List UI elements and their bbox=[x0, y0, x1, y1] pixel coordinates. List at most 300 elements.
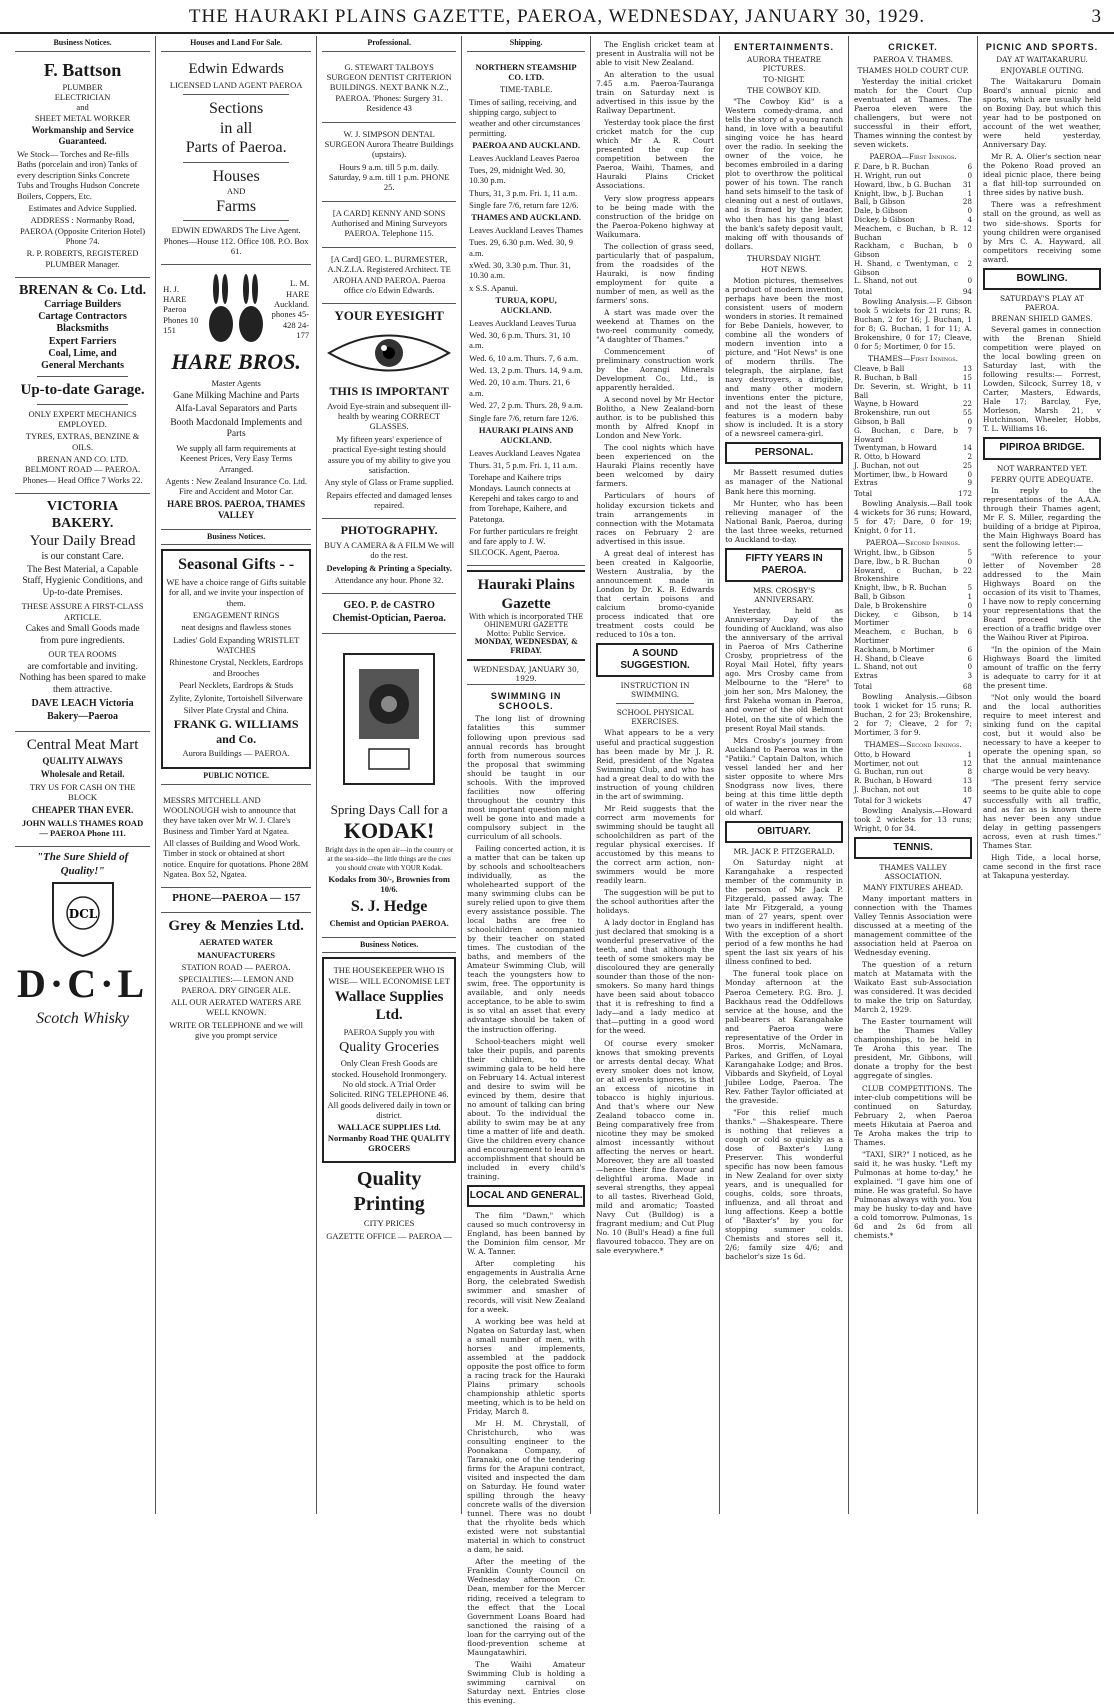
swimming-article bbox=[467, 714, 585, 1181]
runs: 0 bbox=[967, 469, 973, 479]
bakery-name: VICTORIA BAKERY. bbox=[46, 499, 119, 532]
pa-row: Tues, 29, midnight Wed. 30, 10.30 p.m. bbox=[469, 164, 566, 186]
tk-row: Wed. 13, 2 p.m. Thurs. 14, 9 a.m. bbox=[469, 365, 583, 376]
runs: 4 bbox=[967, 215, 973, 224]
p-first: PAEROA—First Innings. bbox=[869, 152, 957, 162]
paragraph: The cool nights which have been experienced on the Hauraki Plains recently have been welcomed by dairy farmers. bbox=[596, 443, 715, 489]
batsman: Wright, lbw., b Gibson bbox=[854, 548, 935, 558]
paragraph: "With reference to your letter of November 28 addressed to the Main Highways Board on the occasion of its visit to Thames, I have now to reply concerning your representations that the Board proceed with the erection of a traffic bridge over the Waihou River at Pipiroa. bbox=[983, 551, 1101, 643]
paragraph: The film "Dawn," which caused so much controversy in England, has been banned by the Dominion film censor, Mr W. A. Tanner. bbox=[467, 1211, 586, 1257]
runs: 14 bbox=[962, 443, 973, 453]
sections: Sections bbox=[209, 100, 264, 118]
photo-attend: Attendance any hour. Phone 32. bbox=[334, 575, 444, 586]
paragraph: Mr R. A. Olier's section near the Pokeno Road proved an ideal picnic place, there being a flat hill-top surrounded on three sides by native bush. bbox=[983, 152, 1101, 198]
fifty-years-headline: FIFTY YEARS IN PAEROA. bbox=[725, 548, 843, 582]
brenan-trade-3: Blacksmiths bbox=[56, 323, 109, 335]
batsman: Meachem, c Buchan, b Mortimer bbox=[854, 627, 959, 645]
runs: 0 bbox=[967, 206, 973, 216]
column-header: Professional. bbox=[322, 36, 456, 52]
ha-row: Thurs. 31, 5 p.m. Fri. 1, 11 a.m. bbox=[469, 459, 578, 470]
batsman: J. Buchan, not out bbox=[854, 460, 919, 470]
runs: 13 bbox=[962, 776, 973, 786]
column-6 bbox=[720, 36, 849, 1514]
kenny-ad bbox=[322, 202, 456, 248]
paragraph: Yesterday took place the first cricket match for the cup which Mr A. R. Court presented the cup for competition between the Paeroa, Waihi, Thames, and Hauraki Plains Cricket Associations. bbox=[596, 118, 715, 191]
tk-row: Single fare 7/6, return fare 12/6. bbox=[469, 412, 579, 423]
score-row bbox=[854, 225, 972, 243]
runs: 13 bbox=[962, 364, 973, 374]
masthead-title: THE HAURAKI PLAINS GAZETTE, PAEROA, WEDNESDAY, JANUARY 30, 1929. bbox=[188, 6, 926, 27]
scorecard bbox=[854, 163, 972, 286]
tk-row: Wed. 6, 10 a.m. Thurs. 7, 6 a.m. bbox=[469, 352, 579, 363]
runs: 15 bbox=[962, 373, 973, 383]
shield-icon bbox=[48, 878, 118, 958]
brenan-ad bbox=[15, 278, 150, 494]
paragraph: Mrs Crosby's journey from Auckland to Paeroa was in the "Patiki." Captain Dalton, which vessel landed her and her sister opposite to where Mrs Snodgrass now lives, there being at this time little depth of water in the river near the old wharf. bbox=[725, 735, 844, 817]
kodak: KODAK! bbox=[343, 817, 435, 843]
batsman: Brokenshire, run out bbox=[854, 408, 931, 418]
paragraph: Failing concerted action, it is a matter that can be taken up by schools and schoolteachers individually, as the wholehearted support of the many swimming clubs can be surely relied upon to give them every assistance possible. The local baths are free to schoolchildren accompanied by their teacher on stated times. The custodian of the baths, and members of the Amateur Swimming Club, will teach the youngsters how to swim, free. The opportunity is available, and only needs acceptance, to be able to swim is so vital an asset that every advantage should be taken of the instruction offering. bbox=[467, 843, 586, 1034]
eye-repairs: Repairs effected and damaged lenses repaired. bbox=[326, 489, 452, 510]
batsman: G. Buchan, c Dare, b Howard bbox=[854, 425, 959, 444]
wallace-paeroa: PAEROA Supply you with bbox=[343, 1026, 435, 1037]
phone-ad bbox=[161, 888, 311, 912]
scorecard bbox=[854, 365, 972, 488]
ta-row: x S.S. Apanui. bbox=[469, 282, 519, 293]
runs: 0 bbox=[967, 171, 973, 181]
paragraph: Yesterday the initial cricket match for the Court Cup eventuated at Thames. The Paeroa eleven were the challengers, but were not successful in their effort, Thames winning the contest by seven wickets. bbox=[854, 77, 973, 150]
business-header: Business Notices. bbox=[322, 938, 456, 954]
kenny: [A CARD] KENNY AND SONS Authorised and Mining Surveyors PAEROA. Telephone 115. bbox=[331, 207, 448, 239]
runs: 5 bbox=[967, 548, 973, 558]
williams-addr: Aurora Buildings — PAEROA. bbox=[182, 748, 290, 759]
edwards-role: LICENSED LAND AGENT PAEROA bbox=[169, 80, 303, 91]
column-header: Shipping. bbox=[467, 36, 585, 52]
runs: 7 bbox=[967, 425, 973, 435]
wallace: Wallace Supplies Ltd. bbox=[334, 989, 444, 1024]
tk-row: Wed. 20, 10 a.m. Thurs. 21, 6 a.m. bbox=[469, 377, 570, 398]
obituary-headline: OBITUARY. bbox=[725, 821, 843, 843]
thames-auckland: THAMES AND AUCKLAND. bbox=[471, 212, 582, 223]
page-number: 3 bbox=[1091, 6, 1102, 27]
shield-slogan: "The Sure Shield of Quality!" bbox=[36, 851, 129, 877]
hotnews: HOT NEWS. bbox=[760, 264, 808, 274]
camera-icon bbox=[334, 644, 444, 794]
hare-footer: HARE BROS. PAEROA, THAMES VALLEY bbox=[167, 498, 306, 520]
bakery-comfort: are comfortable and inviting. Nothing has been spared to make them attractive. bbox=[19, 661, 146, 695]
houses: Houses bbox=[212, 167, 260, 185]
score-row bbox=[854, 242, 972, 260]
kodak-small: Bright days in the open air—in the country or at the sea-side—the little things are the cues you should create with YOUR Kodak. bbox=[325, 846, 454, 872]
eye-body2: My fifteen years' experience of practical Eye-sight testing should assure you of my ability to give you satisfaction. bbox=[327, 433, 451, 475]
runs: 28 bbox=[962, 197, 973, 207]
important: THIS IS IMPORTANT bbox=[329, 384, 449, 399]
hare-left: H. J. HARE Paeroa Phones 10 151 bbox=[163, 283, 199, 335]
paragraph: Bowling Analysis.—F. Gibson took 5 wickets for 21 runs; R. Buchan, 2 for 16; J. Buchan, 1 for 8; G. Buchan, 1 for 11; A. Brokenshire, 0 for 17; Cleave, 0 for 5; Mortimer, 0 for 15. bbox=[854, 297, 973, 352]
batsman: L. Shand, not out bbox=[854, 662, 918, 672]
paragraph: The long list of drowning fatalities this summer following upon previous sad annual records has brought forth from numerous sources the proposal that swimming should be taught in our schools. With the improved facilities now offering throughout the country this most important question might well be gone into and made a compulsory subject in the curriculum of all schools. bbox=[467, 714, 586, 841]
eyesight-ad bbox=[322, 304, 456, 519]
burmester: [A Card] GEO. L. BURMESTER, A.N.Z.I.A. Registered Architect. TE AROHA AND PAEROA. Paeroa office c/o Edwin Edwards. bbox=[327, 253, 451, 295]
and: AND bbox=[226, 186, 246, 197]
central-meat-ad bbox=[15, 732, 150, 848]
hare-right: L. M. HARE Auckland. phones 45-428 24-177 bbox=[271, 278, 310, 341]
p-second: PAEROA—Second Innings. bbox=[865, 538, 961, 548]
hare-name: HARE BROS. bbox=[171, 349, 301, 375]
paragraph: "TAXI, SIR?" I noticed, as he said it, he was husky. "Left my Pulmonas at home to-day," he explained. "I gave him one of mine. He was grateful. So have Pulmonas always with you. You may be husky to-day and have a cold tomorrow. Pulmonas, 1s 6d and 2s 6d from all chemists.* bbox=[854, 1149, 973, 1240]
local-article bbox=[467, 1211, 585, 1705]
simpson-hours: Hours 9 a.m. till 5 p.m. daily. Saturday, 9 a.m. till 1 p.m. PHONE 25. bbox=[328, 161, 450, 193]
public-notice-header: PUBLIC NOTICE. bbox=[161, 769, 311, 785]
runs: 22 bbox=[962, 565, 973, 575]
column-1 bbox=[10, 36, 156, 1514]
batsman: Extras bbox=[854, 478, 878, 488]
waitakaruru: DAY AT WAITAKARURU. bbox=[996, 54, 1088, 64]
hare-gane: Gane Milking Machine and Parts bbox=[173, 390, 300, 401]
battson-name: F. Battson bbox=[43, 59, 122, 80]
kodak-ad bbox=[322, 634, 456, 938]
sound-article bbox=[596, 728, 714, 1255]
talboys-ad bbox=[322, 56, 456, 123]
paragraph: Mr Hunter, who has been relieving manager of the National Bank, Paeroa, during the last three weeks, returned to Auckland to-day. bbox=[725, 498, 844, 544]
batsman: L. Shand, not out bbox=[854, 276, 918, 286]
tk-row: Wed. 27, 2 p.m. Thurs. 28, 9 a.m. bbox=[469, 400, 583, 411]
farms: Farms bbox=[216, 197, 257, 215]
seasonal-item-3: Ladies' Gold Expanding WRISTLET WATCHES bbox=[173, 634, 300, 656]
bakery-cakes: Cakes and Small Goods made from pure ingredients. bbox=[25, 624, 140, 646]
grey-station: STATION ROAD — PAEROA. bbox=[181, 961, 291, 972]
battson-stock: We Stock— Torches and Re-fills Baths (porcelain and iron) Tanks of every description Sinks Concrete Tubs and Troughs Hudson Concrete Boilers, Coppers, Etc. bbox=[17, 149, 140, 201]
pa-row: Single fare 7/6, return fare 12/6. bbox=[469, 200, 579, 211]
runs: 9 bbox=[967, 478, 973, 488]
paragraph: "In the opinion of the Main Highways Board the limited amount of traffic on the ferry is adequate to carry for it at the present time. bbox=[983, 645, 1101, 691]
eye-icon bbox=[324, 328, 454, 378]
mechanics: ONLY EXPERT MECHANICS EMPLOYED. bbox=[28, 408, 137, 429]
ta-row: Tues. 29, 6.30 p.m. Wed. 30, 9 a.m. bbox=[469, 237, 574, 258]
bakery-bread: Your Daily Bread bbox=[29, 533, 136, 550]
pa-row: Leaves Auckland Leaves Paeroa bbox=[469, 152, 580, 163]
garage: Up-to-date Garage. bbox=[20, 382, 145, 399]
paragraph: "The Cowboy Kid" is a Western comedy-drama, and tells the story of a young ranch hand, in love with a beautiful singing voice he has heard over the radio. In seeking the owner of the voice, he becomes embroiled in a daring plot to overthrow the political power of his town. The ranch hand sets himself to the task of cleaning out a nest of outlaws, and is framed by the leader, who then has his gang blast the bank's safety deposit vault, making off with thousands of dollars. bbox=[725, 97, 844, 251]
quality-groceries: Quality Groceries bbox=[339, 1040, 440, 1056]
batsman: Twentyman, b Howard bbox=[854, 443, 937, 453]
column-5 bbox=[591, 36, 720, 1514]
batsman: Rackham, c Buchan, b Gibson bbox=[854, 241, 959, 260]
batsman: R. Buchan, b Howard bbox=[854, 776, 933, 786]
grey-name: Grey & Menzies Ltd. bbox=[168, 917, 304, 934]
batsman: Howard, lbw., b G. Buchan bbox=[854, 179, 952, 189]
score-row bbox=[854, 611, 972, 629]
northern: NORTHERN STEAMSHIP CO. LTD. bbox=[475, 61, 577, 83]
meat-name: Central Meat Mart bbox=[26, 736, 139, 753]
bakery-care: is our constant Care. bbox=[41, 550, 124, 562]
runs: 22 bbox=[962, 399, 973, 409]
column-7 bbox=[849, 36, 978, 1514]
paragraph: The Waihi Amateur Swimming Club is holding a swimming carnival on Saturday next. Entries close this evening. bbox=[467, 1659, 586, 1705]
paragraph: School-teachers might well take their pupils, and parents their children, to the swimming gala to be held here on February 14. Actual interest and desire to swim will be evinced by them, desire that no amount of talking can bring about. To the individual the ability to swim may be at any time a matter of life and death. Give the children every chance and encouragement to learn an accomplishment that should be included in every child's training. bbox=[467, 1036, 586, 1182]
seasonal-item-4: Rhinestone Crystal, Necklets, Eardrops and Brooches bbox=[169, 657, 304, 678]
batsman: J. Buchan, not out bbox=[854, 784, 919, 794]
batsman: Mortimer, not out bbox=[854, 758, 919, 768]
runs: 5 bbox=[967, 583, 973, 593]
batsman: F. Dare, b R. Buchan bbox=[854, 162, 930, 172]
wallace-ad bbox=[322, 957, 456, 1163]
t-first: THAMES—First Innings. bbox=[868, 354, 958, 364]
brenan-trade-6: General Merchants bbox=[41, 360, 124, 372]
score-row bbox=[854, 628, 972, 646]
brenan-trade-5: Coal, Lime, and bbox=[48, 347, 117, 359]
runs: 1 bbox=[967, 749, 973, 759]
tva: THAMES VALLEY ASSOCIATION. bbox=[879, 862, 947, 881]
seasonal-item-2: neat designs and flawless stones bbox=[181, 622, 291, 633]
runs: 0 bbox=[967, 662, 973, 672]
paragraph: Bowling Analysis.—Gibson took 1 wicket for 15 runs; R. Buchan, 2 for 23; Brokenshire, 2 for 7; Cleave, 2 for 7; Mortimer, 3 for 9. bbox=[854, 691, 973, 737]
photo-title: PHOTOGRAPHY. bbox=[340, 523, 438, 538]
burmester-ad bbox=[322, 248, 456, 304]
seasonal-title: Seasonal Gifts - - bbox=[178, 556, 295, 574]
edwards-ad bbox=[161, 56, 311, 266]
swimming-headline: SWIMMING IN SCHOOLS. bbox=[490, 690, 562, 712]
batsman: Dare, lbw., b R. Buchan bbox=[854, 556, 940, 566]
paragraph: Motion pictures, themselves a product of modern invention, perhaps have been the most consistent users of modern wonders in stories. It remained for Bebe Daniels, however, to combine all the wonders of modern invention into a picture, and "Hot News" is one of modern thrills. The telegraph, the airplane, fast navy destroyers, a dirigible, and many other modern inventions enter the picture, and not the least of these features is a modern baby show is included. It is a story of a newsreel camera-girl. bbox=[725, 275, 844, 439]
photography-ad bbox=[322, 519, 456, 594]
williams-name: FRANK G. WILLIAMS and Co. bbox=[173, 717, 299, 746]
fixtures: MANY FIXTURES AHEAD. bbox=[863, 882, 964, 892]
seasonal-item-7: Silver Plate Crystal and China. bbox=[183, 704, 289, 715]
batsman: Knight, lbw., b R. Buchan bbox=[854, 583, 947, 593]
hare-booth: Booth Macdonald Implements and Parts bbox=[170, 417, 302, 440]
score-row bbox=[854, 479, 972, 488]
column-header: Business Notices. bbox=[15, 36, 150, 52]
paragraph: Mr Bassett resumed duties as manager of the National Bank here this morning. bbox=[725, 468, 844, 496]
score-row bbox=[854, 260, 972, 278]
paragraph: There was a refreshment stall on the ground, as well as two side-shows. Sports for young children were organised by Mrs C. A. Hayward, all competitors receiving some award. bbox=[983, 200, 1101, 264]
in-all: in all bbox=[219, 119, 253, 137]
batsman: Extras bbox=[854, 671, 878, 681]
brenan-trade-1: Carriage Builders bbox=[44, 299, 122, 311]
score-row bbox=[854, 383, 972, 401]
bowl-brenan: BRENAN SHIELD GAMES. bbox=[991, 313, 1093, 323]
runs: 0 bbox=[967, 556, 973, 566]
grey-manu: MANUFACTURERS bbox=[197, 949, 276, 960]
gazette-date: WEDNESDAY, JANUARY 30, 1929. bbox=[467, 665, 585, 684]
paragraph: What appears to be a very useful and practical suggestion has been made by Mr J. R. Reid, president of the Ngatea Swimming Club, and who has had a great deal to do with the instruction of young children in the art of swimming. bbox=[596, 728, 715, 801]
city-prices: CITY PRICES bbox=[363, 1218, 415, 1229]
parts: Parts of Paeroa. bbox=[185, 139, 287, 157]
bowling-headline: BOWLING. bbox=[983, 268, 1101, 290]
ta-row: Leaves Auckland Leaves Thames bbox=[469, 224, 583, 235]
bowl-saturday: SATURDAY'S PLAY AT PAEROA. bbox=[999, 293, 1084, 312]
pa-row: Thurs, 31, 3 p.m. Fri. 1, 11 a.m. bbox=[469, 187, 578, 198]
runs: 55 bbox=[962, 408, 973, 418]
meat-cheaper: CHEAPER THAN EVER. bbox=[31, 804, 134, 815]
paragraph: In reply to the representations of the A.A.A. through their Thames agent, Mr F. S. Miller, regarding the building of a bridge at Pipiroa, the Main Highways Board has sent the following letter:— bbox=[983, 485, 1101, 549]
paragraph: After the meeting of the Franklin County Council on Wednesday afternoon Cr. Dean, member for the Mercer riding, received a telegram to the effect that the Local Government Loans Board had sanctioned the raising of a loan for the carrying out of the flood-prevention scheme at Maungatawhiri. bbox=[467, 1557, 586, 1657]
bakery-assure: THESE ASSURE A FIRST-CLASS ARTICLE. bbox=[21, 601, 144, 622]
runs: 2 bbox=[967, 258, 973, 268]
battson-tagline: Workmanship and Service Guaranteed. bbox=[31, 125, 134, 147]
score-row bbox=[854, 277, 972, 286]
grey-menzies-ad bbox=[161, 913, 311, 1049]
edwards-name: Edwin Edwards bbox=[188, 60, 284, 77]
paragraph: On Saturday night at Karangahake a respected member of the community in the person of Mr Jack P. Fitzgerald, passed away. The late Mr Fitzgerald, a young man of 27 years, spent over two years in indifferent health. With the exception of a short period of a few months he had spent the last six years of his illness confined to bed. bbox=[725, 858, 844, 967]
batsman: Dickey, b Gibson bbox=[854, 215, 915, 224]
batsman: G. Buchan, run out bbox=[854, 767, 923, 777]
meat-try: TRY US FOR CASH ON THE BLOCK bbox=[29, 782, 136, 803]
battson-trade-2: ELECTRICIAN bbox=[54, 92, 111, 103]
wallace-footer: WALLACE SUPPLIES Ltd. Normanby Road THE QUALITY GROCERS bbox=[327, 1122, 451, 1154]
runs: 14 bbox=[962, 609, 973, 619]
score-total: Total 172 bbox=[854, 489, 973, 499]
simpson: W. J. SIMPSON DENTAL SURGEON Aurora Theatre Buildings (upstairs). bbox=[324, 128, 454, 160]
t-second: THAMES—Second Innings. bbox=[864, 739, 962, 749]
times-note: Times of sailing, receiving, and shipping cargo, subject to weather and other circumstances permitting. bbox=[469, 96, 581, 138]
score-row bbox=[854, 786, 972, 795]
sound-sub: INSTRUCTION IN SWIMMING. bbox=[620, 681, 690, 700]
castro-ad bbox=[322, 594, 456, 633]
paragraph: Many important matters in connection with the Thames Valley Tennis Association were discussed at a meeting of the management committee of the association held at Paeroa on Wednesday evening. bbox=[854, 893, 973, 958]
runs: 0 bbox=[967, 416, 973, 426]
local-article-continued bbox=[596, 40, 714, 639]
batsman: Dr. Severin, st. Wright, b Ball bbox=[854, 381, 959, 400]
paragraph: A great deal of interest has been created in Kalgoorlie, Western Australia, by the announcement made in London by Dr. K. B. Edwards that certain poisons and calcium bromo-cyanide process indicated that ore treatment costs could be reduced to 10s a ton. bbox=[596, 548, 715, 639]
shipping-ad bbox=[467, 56, 585, 566]
gazette-title: Hauraki Plains Gazette bbox=[477, 577, 575, 612]
batsman: Mortimer, lbw., b Howard bbox=[854, 469, 948, 479]
runs: 12 bbox=[962, 223, 973, 233]
batsman: Cleave, b Ball bbox=[854, 364, 905, 374]
eye-body3: Any style of Glass or Frame supplied. bbox=[324, 477, 454, 488]
gazette-motto: Motto: Public Service. bbox=[486, 629, 566, 638]
housekeeper: THE HOUSEKEEPER WHO IS WISE— WILL ECONOMISE LET bbox=[328, 965, 450, 986]
mitchell-ad bbox=[161, 789, 311, 889]
batsman: H. Wright, run out bbox=[854, 171, 922, 181]
mitchell-body: All classes of Building and Wood Work. Timber in stock or obtained at short notice. Enquire for quotations. Phone 28M Ngatea. Box 52, Ngatea. bbox=[163, 838, 309, 880]
battson-trade-3: and bbox=[76, 102, 89, 113]
score-row bbox=[854, 427, 972, 445]
paragraph: Mr Reid suggests that the correct arm movements for swimming should be taught all schoolchildren as part of the regular physical exercises. If accustomed by this means to the correct arm action, non-swimmers would be more readily learn. bbox=[596, 803, 715, 885]
hedge: S. J. Hedge bbox=[350, 897, 428, 915]
school-exercises: SCHOOL PHYSICAL EXERCISES. bbox=[616, 708, 694, 727]
photo-dev: Developing & Printing a Specialty. bbox=[326, 562, 452, 573]
brenan-trade-2: Cartage Contractors bbox=[38, 311, 127, 323]
thursday: THURSDAY NIGHT. bbox=[746, 253, 822, 263]
paragraph: The English cricket team at present in Australia will not be able to visit New Zealand. bbox=[596, 40, 715, 68]
not-warranted: NOT WARRANTED YET. bbox=[996, 463, 1088, 473]
gazette-sub: With which is incorporated THE OHINEMURI GAZETTE bbox=[468, 612, 584, 630]
bakery-owner: DAVE LEACH Victoria Bakery—Paeroa bbox=[31, 698, 134, 722]
meat-quality: QUALITY ALWAYS bbox=[42, 756, 123, 767]
runs: 3 bbox=[967, 671, 973, 681]
batsman: R. Otto, b Howard bbox=[854, 452, 921, 462]
hare-agents: Master Agents bbox=[211, 378, 261, 389]
scorecard bbox=[854, 751, 972, 795]
rabbit-icon bbox=[201, 269, 271, 349]
eye-body: Avoid Eye-strain and subsequent ill-health by wearing CORRECT GLASSES. bbox=[327, 400, 452, 432]
paragraph: Of course every smoker knows that smoking prevents or arrests dental decay. What every smoker does not know, or at all events ignores, is that an excess of nicotine in tobacco is highly injurious. And that's where our New Zealand tobacco come in. Being comparatively free from nicotine they may be smoked almost incessantly without affecting the nerves or heart. Moreover, they are all toasted—hence their fine flavour and delightful aroma. Made in several strengths, they appeal to all tastes. Riverhead Gold, mild and aromatic; Toasted Navy Cut (Bulldog) is a fragrant medium; and Cut Plug No. 10 (Bull's Head) a fine full flavoured tobacco. They are on sale everywhere.* bbox=[596, 1038, 715, 1256]
dcl-whisky-ad bbox=[15, 847, 150, 1034]
crosby: MRS. CROSBY'S ANNIVERSARY. bbox=[752, 586, 816, 605]
further: For further particulars re freight and fare apply to J. W. SILCOCK. Agent, Paeroa. bbox=[469, 526, 578, 557]
meat-wholesale: Wholesale and Retail. bbox=[40, 769, 125, 780]
brenan-address: BRENAN AND CO. LTD. BELMONT ROAD — PAEROA. Phones— Head Office 7 Works 22. bbox=[22, 453, 143, 485]
grey-spec: SPECIALTIES:— LEMON AND PAEROA. DRY GINGER ALE. bbox=[178, 974, 294, 995]
brenan-trade-4: Expert Farriers bbox=[48, 335, 117, 347]
bakery-tearooms: OUR TEA ROOMS bbox=[48, 649, 117, 660]
entertainments-headline: ENTERTAINMENTS. bbox=[734, 42, 834, 52]
column-header: Houses and Land For Sale. bbox=[161, 36, 311, 52]
tk-row: Leaves Auckland Leaves Turua bbox=[469, 317, 577, 328]
paragraph: The question of a return match at Matamata with the Waikato East sub-Association was considered. It was decided to make the trip on Saturday, March 2, 1929. bbox=[854, 960, 973, 1015]
enjoyable: ENJOYABLE OUTING. bbox=[1000, 66, 1084, 75]
phone-line: PHONE—PAEROA — 157 bbox=[172, 892, 301, 905]
kodak-days: Spring Days Call for a bbox=[330, 801, 448, 817]
scorecard bbox=[854, 549, 972, 681]
batsman: H. Shand, c Twentyman, c Gibson bbox=[854, 258, 959, 277]
batsman: Gibson, b Ball bbox=[854, 416, 905, 426]
runs: 1 bbox=[967, 188, 973, 198]
gazette-nameplate bbox=[467, 570, 585, 661]
paragraph: After completing his engagements in Australia Arne Borg, the celebrated Swedish swimmer and smasher of records, will visit New Zealand for a week. bbox=[467, 1259, 586, 1314]
gazette-office: GAZETTE OFFICE — PAEROA — bbox=[326, 1230, 453, 1241]
paragraph: Yesterday, held as Anniversary Day of the founding of Auckland, was also the anniversary of the arrival in Paeroa of Mrs Catherine Crosby, proprietress of the Royal Mail Hotel, fifty years ago. Mrs Crosby came from Melbourne to the "Here" to join her son, Mrs Maloney, the first Pakeha woman in Paeroa, and owner of the old Belmont Hotel, on the site of which the present Royal Mail stands. bbox=[725, 606, 844, 733]
seasonal-item-1: ENGAGEMENT RINGS bbox=[192, 610, 280, 620]
paragraph: A start was made over the weekend at Thames on the two-reel community comedy, "A daughter of Thames." bbox=[596, 307, 715, 344]
battson-estimates: Estimates and Advice Supplied. bbox=[28, 202, 137, 213]
hedge-role: Chemist and Optician PAEROA. bbox=[329, 918, 449, 929]
business-header: Business Notices. bbox=[161, 530, 311, 546]
score-total: Total 68 bbox=[854, 681, 973, 691]
paragraph: Very slow progress appears to be being made with the construction of the bridge on the Paeroa-Pokeno highway at Waikumara. bbox=[596, 193, 715, 239]
hauraki-auckland: HAURAKI PLAINS AND AUCKLAND. bbox=[478, 424, 574, 446]
battson-trade-4: SHEET METAL WORKER bbox=[34, 112, 131, 123]
grey-write: WRITE OR TELEPHONE and we will give you prompt service bbox=[169, 1019, 303, 1041]
hare-alfa: Alfa-Laval Separators and Parts bbox=[175, 404, 297, 415]
victoria-bakery-ad bbox=[15, 494, 150, 732]
runs: 12 bbox=[962, 758, 973, 768]
paragraph: A lady doctor in England has just declared that smoking is a wonderful preservative of the teeth, and that although the teeth of some smokers may be discoloured they are generally sounder than those of the non-smokers. So many hard things have been said about tobacco that it is refreshing to find a lady—and a lady medico at that—putting in a good word for the weed. bbox=[596, 918, 715, 1036]
paragraph: "Not only would the board and the local authorities require to meet interest and sinking fund on the capital cost, but it would also be necessary to have a keeper to operate the opening span, so that the annual maintenance charge would be very heavy. bbox=[983, 693, 1101, 775]
dcl-logo: D·C·L bbox=[17, 961, 149, 1007]
grey-known: ALL OUR AERATED WATERS ARE WELL KNOWN. bbox=[170, 996, 302, 1018]
aurora: AURORA THEATRE PICTURES. bbox=[747, 54, 822, 73]
runs: 6 bbox=[967, 644, 973, 654]
batsman: Dickey, c Gibson, b Mortimer bbox=[854, 609, 959, 628]
runs: 18 bbox=[962, 784, 973, 794]
paragraph: The Waitakaruru Domain Board's annual picnic and sports, which are usually held on Boxing Day, but which this year had to be postponed on account of the wet weather, were held yesterday, Anniversary Day. bbox=[983, 77, 1101, 150]
paragraph: CLUB COMPETITIONS. The inter-club competitions will be continued on Saturday, February 2, when Paeroa meets Hikutaia at Paeroa and Te Aroha makes the trip to Thames. bbox=[854, 1083, 973, 1147]
paragraph: A second novel by Mr Hector Bolitho, a New Zealand-born author, is to be published this month by Alfred Knopf in London and New York. bbox=[596, 395, 715, 441]
brenan-name: BRENAN & Co. Ltd. bbox=[18, 283, 147, 299]
bakery-materials: The Best Material, a Capable Staff, Hygienic Conditions, and Up-to-date Premises. bbox=[22, 564, 143, 598]
paragraph: The suggestion will be put to the school authorities after the holidays. bbox=[596, 888, 715, 916]
picnic-headline: PICNIC AND SPORTS. bbox=[985, 42, 1099, 52]
ferry: FERRY QUITE ADEQUATE. bbox=[990, 474, 1094, 484]
cricket-headline: CRICKET. bbox=[888, 42, 938, 52]
seasonal-body: WE have a choice range of Gifts suitable for all, and we invite your inspection of them. bbox=[166, 576, 306, 608]
tonight: TO-NIGHT. bbox=[763, 75, 805, 85]
paragraph: "The present ferry service seems to be quite able to cope successfully with all traffic, and as far as is known there has never been any undue delay in getting passengers across, even at rush times." Thames Star. bbox=[983, 777, 1101, 850]
newspaper-page bbox=[10, 36, 1106, 1705]
pipiroa-headline: PIPIROA BRIDGE. bbox=[983, 437, 1101, 459]
runs: 11 bbox=[962, 381, 973, 391]
battson-trade-1: PLUMBER bbox=[62, 81, 103, 92]
batsman: Knight, lbw., b J. Buchan bbox=[854, 188, 944, 198]
runs: 1 bbox=[967, 592, 973, 602]
quality-printing: Quality Printing bbox=[353, 1168, 425, 1215]
runs: 0 bbox=[967, 241, 973, 251]
runs: 6 bbox=[967, 653, 973, 663]
